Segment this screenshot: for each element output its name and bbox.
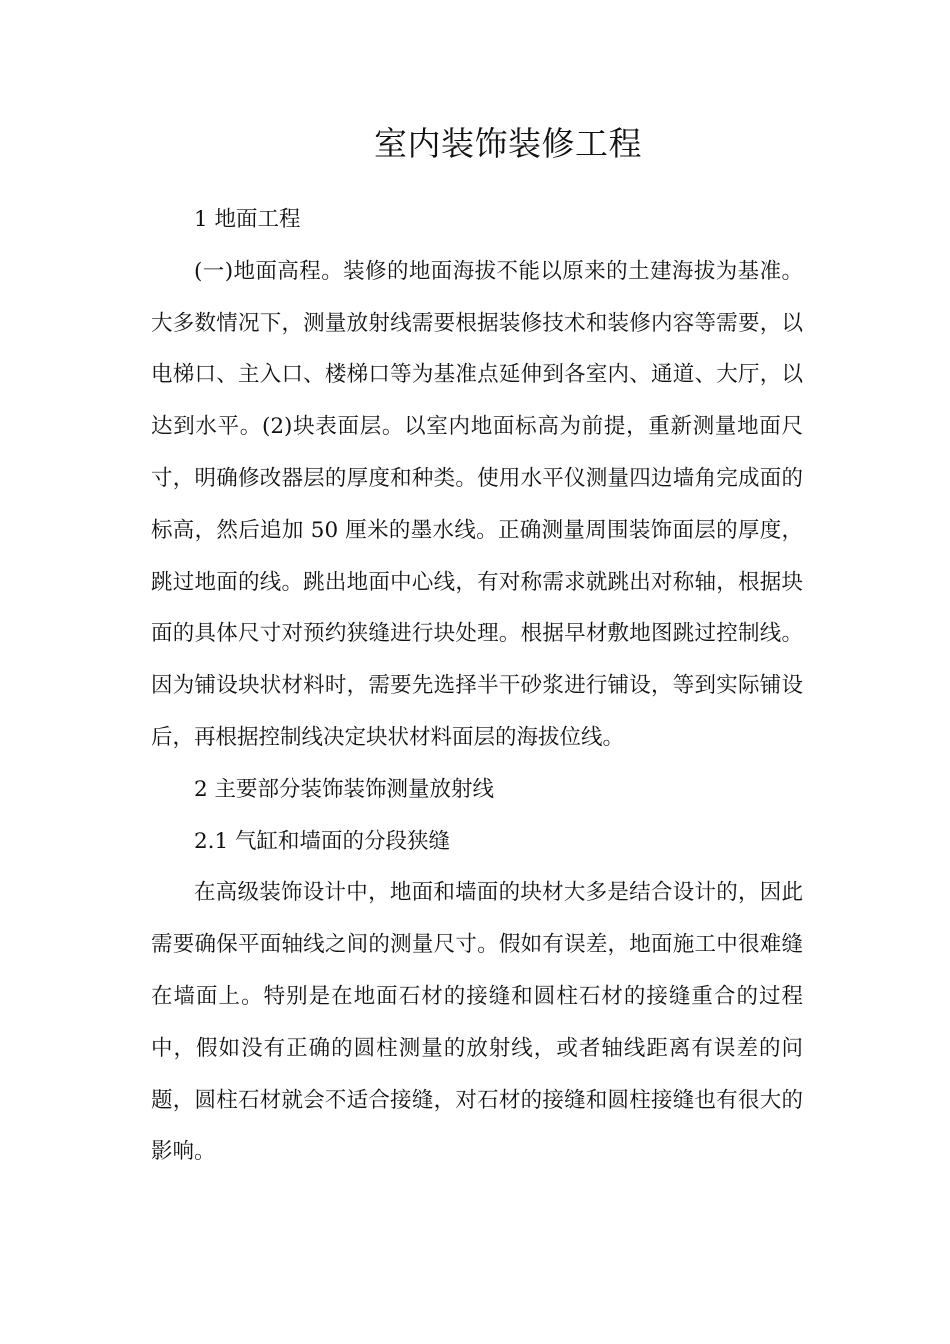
paragraph-ground-elevation: (一)地面高程。装修的地面海拔不能以原来的土建海拔为基准。大多数情况下，测量放射线需要根据装修技术和装修内容等需要，以电梯口、主入口、楼梯口等为基准点延伸到各室内、通道、大厅，以达到水平。(2)块表面层。以室内地面标高为前提，重新测量地面尺寸，明确修改器层的厚度和种类。使用水平仪测量四边墙角完成面的标高，然后追加 50 厘米的墨水线。正确测量周围装饰面层的厚度，跳过地面的线。跳出地面中心线，有对称需求就跳出对称轴，根据块面的具体尺寸对预约狭缝进行块处理。根据早材敷地图跳过控制线。因为铺设块状材料时，需要先选择半干砂浆进行铺设，等到实际铺设后，再根据控制线决定块状材料面层的海拔位线。 [151, 258, 803, 750]
document-title: 室内装饰装修工程 [374, 124, 642, 163]
document-body [151, 194, 803, 1178]
paragraph-wall-floor-joints: 在高级装饰设计中，地面和墙面的块材大多是结合设计的，因此需要确保平面轴线之间的测量尺寸。假如有误差，地面施工中很难缝在墙面上。特别是在地面石材的接缝和圆柱石材的接缝重合的过程中，假如没有正确的圆柱测量的放射线，或者轴线距离有误差的问题，圆柱石材就会不适合接缝，对石材的接缝和圆柱接缝也有很大的影响。 [151, 880, 803, 1165]
section-heading-ground-engineering: 1 地面工程 [194, 207, 301, 232]
section-heading-main-decoration-survey: 2 主要部分装饰装饰测量放射线 [194, 776, 495, 802]
subsection-heading-cylinder-wall-joints: 2.1 气缸和墙面的分段狭缝 [194, 828, 451, 854]
